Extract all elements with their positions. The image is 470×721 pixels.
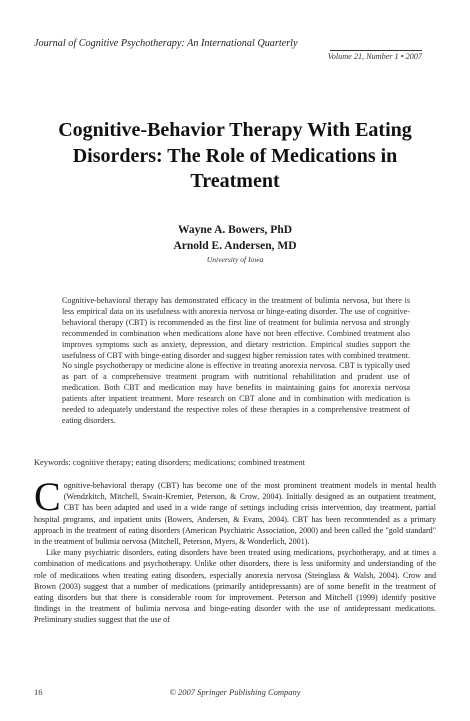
keywords bbox=[34, 457, 434, 468]
page-number: 16 bbox=[34, 687, 43, 697]
title-line: Disorders: The Role of Medications in bbox=[72, 144, 398, 167]
paragraph-text: ognitive-behavioral therapy (CBT) has become one of the most prominent treatment models in mental health (Wendzkitch, Mitchell, Swain-Kremier, Peterson, & Crow, 2004). Initially designed as an outpatient treatment, CBT has been adapted and used in a wide range of settings including crisis intervention, day treatment, partial hospital programs, and inpatient units (Bowers, Andersen, & Evans, 2004). CBT has been recommended as a primary approach in the treatment of eating disorders (American Psychiatric Association, 2000) and been called the "gold standard" in the treatment of bulimia nervosa (Mitchell, Peterson, Myers, & Wonderlich, 2001). bbox=[34, 481, 436, 547]
journal-name: Journal of Cognitive Psychotherapy: An International Quarterly bbox=[34, 38, 298, 49]
paragraph: Like many psychiatric disorders, eating disorders have been treated using medications, psychotherapy, and at times a combination of medications and psychotherapy. Unlike other disorders, there is less uniformity and understanding of the role of medications when treating eating disorders, especially anorexia nervosa (Steinglass & Walsh, 2004). Crow and Brown (2003) suggest that a number of medications (primarily antidepressants) are of some benefit in the treatment of eating disorders but that there is considerable room for improvement. Peterson and Mitchell (1999) identify positive findings in the treatment of bulimia nervosa and binge-eating disorder with the use of antidepressant medications. Preliminary studies suggest that the use of bbox=[34, 548, 436, 625]
keywords-list: cognitive therapy; eating disorders; medications; combined treatment bbox=[72, 458, 305, 467]
article-title bbox=[20, 118, 450, 195]
paragraph bbox=[34, 474, 436, 547]
author-name: Arnold E. Andersen, MD bbox=[173, 240, 297, 252]
header-rule bbox=[330, 50, 422, 51]
keywords-label: Keywords: bbox=[34, 458, 71, 467]
abstract: Cognitive-behavioral therapy has demonstrated efficacy in the treatment of bulimia nervosa, but there is less empirical data on its usefulness with anorexia nervosa or binge-eating disorder. The use of cognitive-behavioral therapy (CBT) is recommended as the first line of treatment for bulimia nervosa and strongly recommended in combination when medications alone have not been effective. Combined treatment also improves symptoms such as anxiety, depression, and dietary restriction. Empirical studies support the usefulness of CBT with binge-eating disorder and suggest higher remission rates with combined treatment. No single psychotherapy or medicine alone is effective in treating anorexia nervosa. CBT is typically used as part of a comprehensive treatment program with nutritional rehabilitation and prudent use of medication. Both CBT and medication may have benefits in maintaining gains for anorexia nervosa patients after inpatient treatment. More research on CBT alone and in combination with medication is needed to adequately understand the respective roles of these therapies in a comprehensive treatment of eating disorders. bbox=[62, 296, 410, 425]
volume-issue: Volume 21, Number 1 • 2007 bbox=[327, 52, 422, 61]
copyright-notice: © 2007 Springer Publishing Company bbox=[169, 687, 301, 697]
author-affiliation: University of Iowa bbox=[206, 255, 264, 264]
title-line: Treatment bbox=[190, 170, 280, 192]
title-line: Cognitive-Behavior Therapy With Eating bbox=[58, 119, 412, 141]
drop-cap: C bbox=[34, 474, 61, 519]
author-block bbox=[0, 222, 470, 266]
author-name: Wayne A. Bowers, PhD bbox=[177, 224, 293, 236]
body-text bbox=[34, 474, 436, 626]
page-footer bbox=[0, 687, 470, 699]
